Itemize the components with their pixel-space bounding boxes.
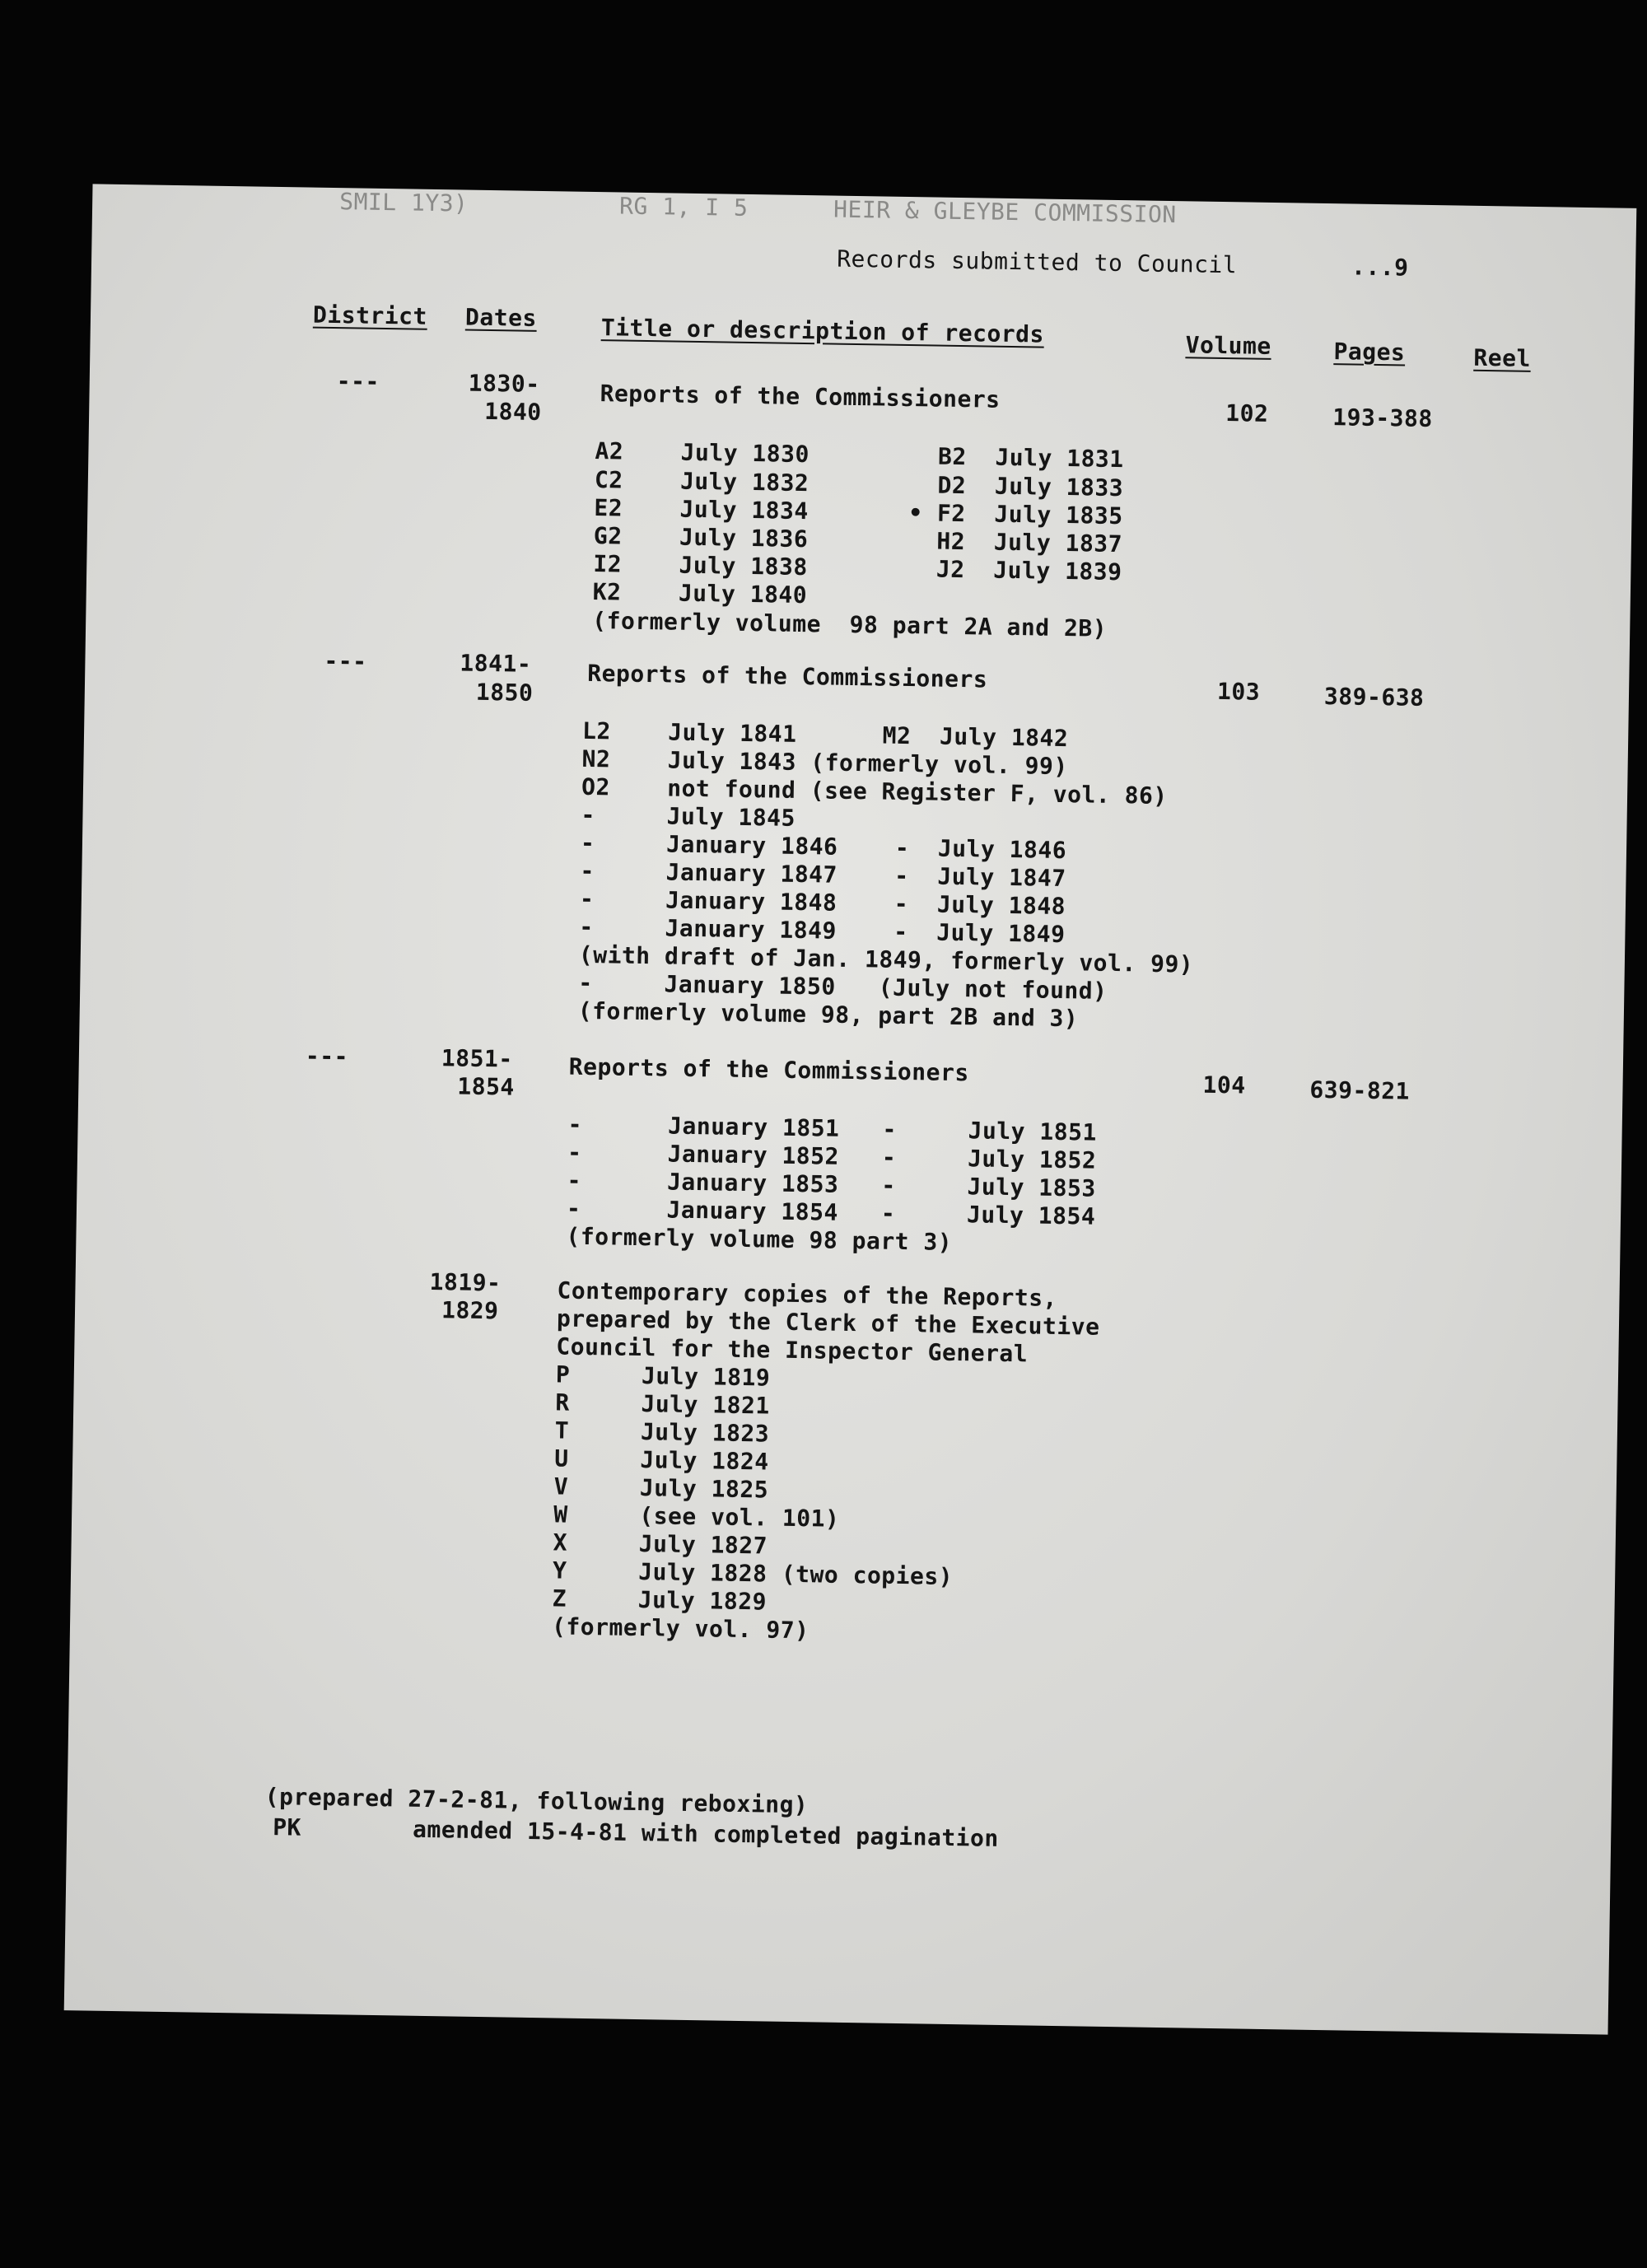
entry-line: T July 1823 — [554, 1416, 770, 1448]
column-header-title: Title or description of records — [600, 314, 1045, 348]
entry-dates-end: 1854 — [457, 1072, 516, 1101]
document-page — [64, 184, 1637, 2034]
entry-line: (formerly volume 98 part 2A and 2B) — [592, 607, 1108, 642]
column-header-district: District — [312, 301, 428, 330]
entry-volume: 103 — [1216, 677, 1261, 706]
entry-line: K2 July 1840 — [592, 578, 808, 609]
entry-dates-end: 1840 — [483, 397, 542, 427]
page-number: ...9 — [1351, 253, 1409, 282]
entry-line: - January 1846 - July 1846 — [580, 828, 1067, 865]
entry-line: L2 July 1841 M2 July 1842 — [581, 716, 1069, 753]
entry-district: --- — [305, 1042, 349, 1071]
entry-line: I2 July 1838 J2 July 1839 — [593, 550, 1122, 586]
entry-title: Contemporary copies of the Reports, — [557, 1276, 1058, 1312]
entry-line: (with draft of Jan. 1849, formerly vol. 99) — [578, 940, 1194, 978]
entry-dates-start: 1841- — [460, 649, 532, 678]
reference-code: SMIL 1Y3) — [338, 188, 469, 217]
entry-line: Council for the Inspector General — [556, 1332, 1029, 1368]
entry-line: R July 1821 — [555, 1388, 770, 1420]
entry-line: X July 1827 — [553, 1528, 768, 1560]
entry-district: --- — [336, 367, 380, 395]
entry-line: - January 1850 (July not found) — [578, 968, 1108, 1005]
entry-line: G2 July 1836 H2 July 1837 — [593, 522, 1123, 558]
series-title: HEIR & GLEYBE COMMISSION — [833, 195, 1177, 229]
entry-line: U July 1824 — [554, 1444, 769, 1476]
entry-line: - January 1851 - July 1851 — [567, 1110, 1098, 1146]
entry-line: - July 1845 — [581, 800, 796, 832]
footer-prepared: (prepared 27-2-81, following reboxing) — [264, 1782, 809, 1819]
record-group: RG 1, I 5 — [618, 192, 749, 222]
entry-line: - January 1852 - July 1852 — [567, 1138, 1097, 1174]
footer-amended: amended 15-4-81 with completed pagination — [412, 1815, 1000, 1852]
entry-volume: 102 — [1225, 399, 1269, 427]
entry-dates-start: 1819- — [429, 1268, 502, 1297]
entry-volume: 104 — [1202, 1071, 1246, 1099]
entry-line: A2 July 1830 B2 July 1831 — [595, 437, 1124, 474]
entry-line: E2 July 1834 • F2 July 1835 — [594, 494, 1123, 530]
column-header-reel: Reel — [1473, 343, 1532, 372]
entry-line: - January 1854 - July 1854 — [566, 1194, 1096, 1230]
column-header-pages: Pages — [1333, 338, 1406, 366]
entry-district: --- — [324, 646, 367, 675]
entry-line: N2 July 1843 (formerly vol. 99) — [581, 744, 1068, 781]
entry-line: - January 1853 - July 1853 — [567, 1166, 1097, 1202]
entry-line: W (see vol. 101) — [553, 1500, 840, 1533]
entry-line: prepared by the Clerk of the Executive — [556, 1304, 1100, 1341]
entry-line: (formerly volume 98 part 3) — [566, 1222, 953, 1256]
entry-line: Z July 1829 — [552, 1584, 768, 1616]
entry-line: - January 1847 - July 1847 — [580, 856, 1066, 893]
entry-line: (formerly vol. 97) — [551, 1612, 810, 1645]
entry-pages: 389-638 — [1323, 682, 1425, 712]
entry-line: P July 1819 — [555, 1360, 771, 1392]
column-header-dates: Dates — [464, 303, 538, 332]
entry-dates-end: 1829 — [441, 1296, 499, 1325]
document-subtitle: Records submitted to Council — [836, 245, 1238, 279]
entry-line: V July 1825 — [553, 1472, 769, 1504]
entry-pages: 639-821 — [1309, 1076, 1411, 1105]
entry-line: (formerly volume 98, part 2B and 3) — [577, 996, 1079, 1033]
column-header-volume: Volume — [1185, 331, 1272, 360]
entry-pages: 193-388 — [1332, 404, 1434, 433]
entry-dates-end: 1850 — [475, 678, 534, 707]
entry-dates-start: 1851- — [441, 1044, 513, 1073]
entry-title: Reports of the Commissioners — [587, 659, 988, 693]
entry-title: Reports of the Commissioners — [600, 380, 1001, 413]
footer-initials: PK — [272, 1813, 302, 1841]
entry-line: C2 July 1832 D2 July 1833 — [594, 466, 1124, 502]
entry-line: - January 1848 - July 1848 — [579, 884, 1066, 921]
entry-line: O2 not found (see Register F, vol. 86) — [581, 772, 1168, 810]
entry-dates-start: 1830- — [468, 369, 540, 398]
entry-line: Y July 1828 (two copies) — [552, 1556, 954, 1591]
entry-title: Reports of the Commissioners — [568, 1052, 969, 1087]
entry-line: - January 1849 - July 1849 — [579, 912, 1066, 949]
